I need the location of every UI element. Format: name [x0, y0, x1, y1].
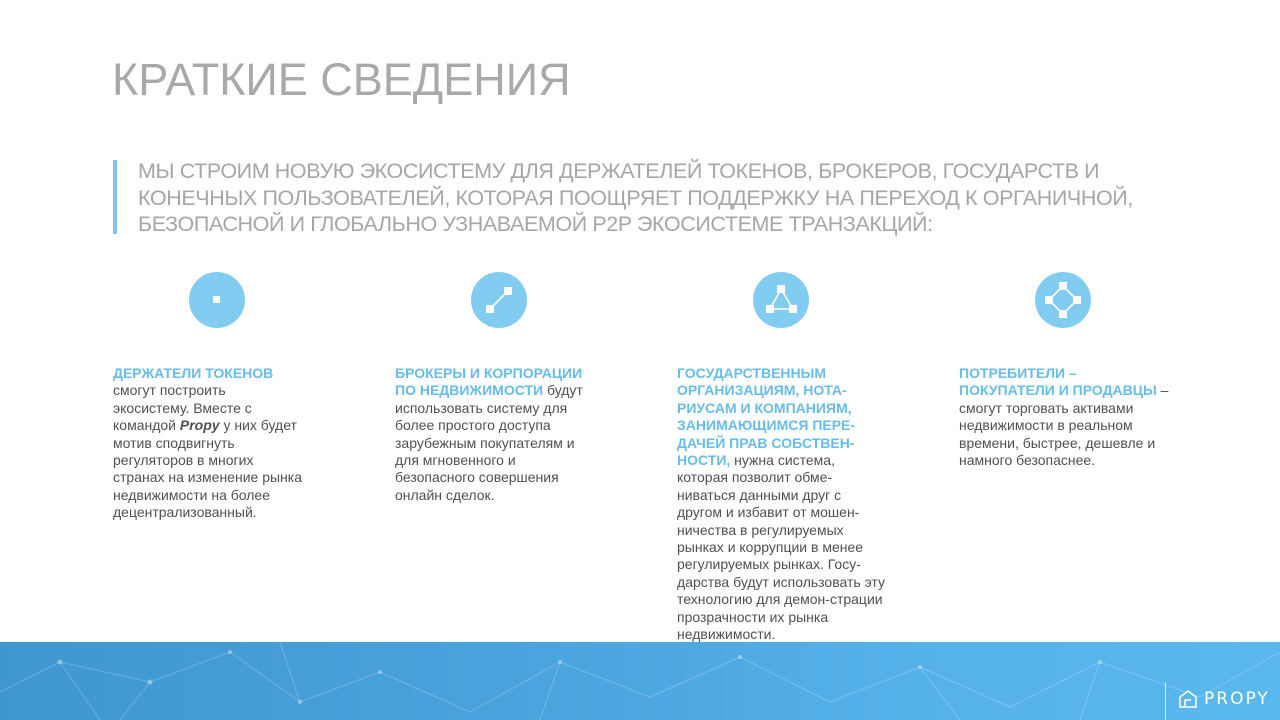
footer-banner — [0, 642, 1280, 720]
column-brokers — [395, 365, 590, 504]
column-text-after: у них будет мотив сподвигнуть регуляторов в многих странах на изменение рынка недвижимости на более децентрализованный. — [113, 417, 302, 521]
footer-divider — [1165, 682, 1166, 720]
column-consumers — [959, 365, 1169, 469]
triangle-nodes-icon — [753, 272, 809, 328]
slide-title: КРАТКИЕ СВЕДЕНИЯ — [112, 54, 571, 105]
network-pattern — [0, 642, 1280, 720]
column-token-holders — [113, 365, 303, 522]
two-nodes-icon — [471, 272, 527, 328]
propy-logo[interactable] — [1178, 688, 1270, 710]
column-text: смогут построить экосистему. Вместе с командой — [113, 382, 252, 434]
logo-text: PROPY — [1204, 689, 1270, 709]
column-text: нужна система, которая позволит обме-ниваться данными друг с другом и избавит от мошен-ничества в регулируемых рынках и коррупции в менее регулируемых рынках. Госу-дарства будут использовать эту технологию для демон-страции прозрачности их рынка недвижимости. — [677, 452, 885, 643]
column-text: будут использовать систему для более простого доступа зарубежным покупателям и для мгновенного и безопасного совершения онлайн сделок. — [395, 382, 583, 503]
brand-name: Propy — [179, 417, 220, 434]
column-heading: ПОТРЕБИТЕЛИ – ПОКУПАТЕЛИ И ПРОДАВЦЫ — [959, 365, 1157, 399]
column-government — [677, 365, 885, 644]
lead-paragraph: МЫ СТРОИМ НОВУЮ ЭКОСИСТЕМУ ДЛЯ ДЕРЖАТЕЛЕЙ ТОКЕНОВ, БРОКЕРОВ, ГОСУДАРСТВ И КОНЕЧНЫХ ПОЛЬЗОВАТЕЛЕЙ, КОТОРАЯ ПООЩРЯЕТ ПОДДЕРЖКУ НА ПЕРЕХОД К ОРГАНИЧНОЙ, БЕЗОПАСНОЙ И ГЛОБАЛЬНО УЗНАВАЕМОЙ P2P ЭКОСИСТЕМЕ ТРАНЗАКЦИЙ: — [138, 159, 1133, 236]
single-node-icon — [189, 272, 245, 328]
column-heading: БРОКЕРЫ И КОРПОРАЦИИ ПО НЕДВИЖИМОСТИ — [395, 365, 583, 399]
diamond-nodes-icon — [1035, 272, 1091, 328]
column-heading: ДЕРЖАТЕЛИ ТОКЕНОВ — [113, 365, 274, 381]
column-text: – смогут торговать активами недвижимости в реальном времени, быстрее, дешевле и намного безопаснее. — [959, 382, 1169, 469]
column-heading: ГОСУДАРСТВЕННЫМ ОРГАНИЗАЦИЯМ, НОТА-РИУСАМ И КОМПАНИЯМ, ЗАНИМАЮЩИМСЯ ПЕРЕ-ДАЧЕЙ ПРАВ СОБСТВЕН-НОСТИ, — [677, 365, 856, 469]
lead-accent-bar — [113, 160, 117, 234]
house-icon — [1178, 689, 1198, 709]
